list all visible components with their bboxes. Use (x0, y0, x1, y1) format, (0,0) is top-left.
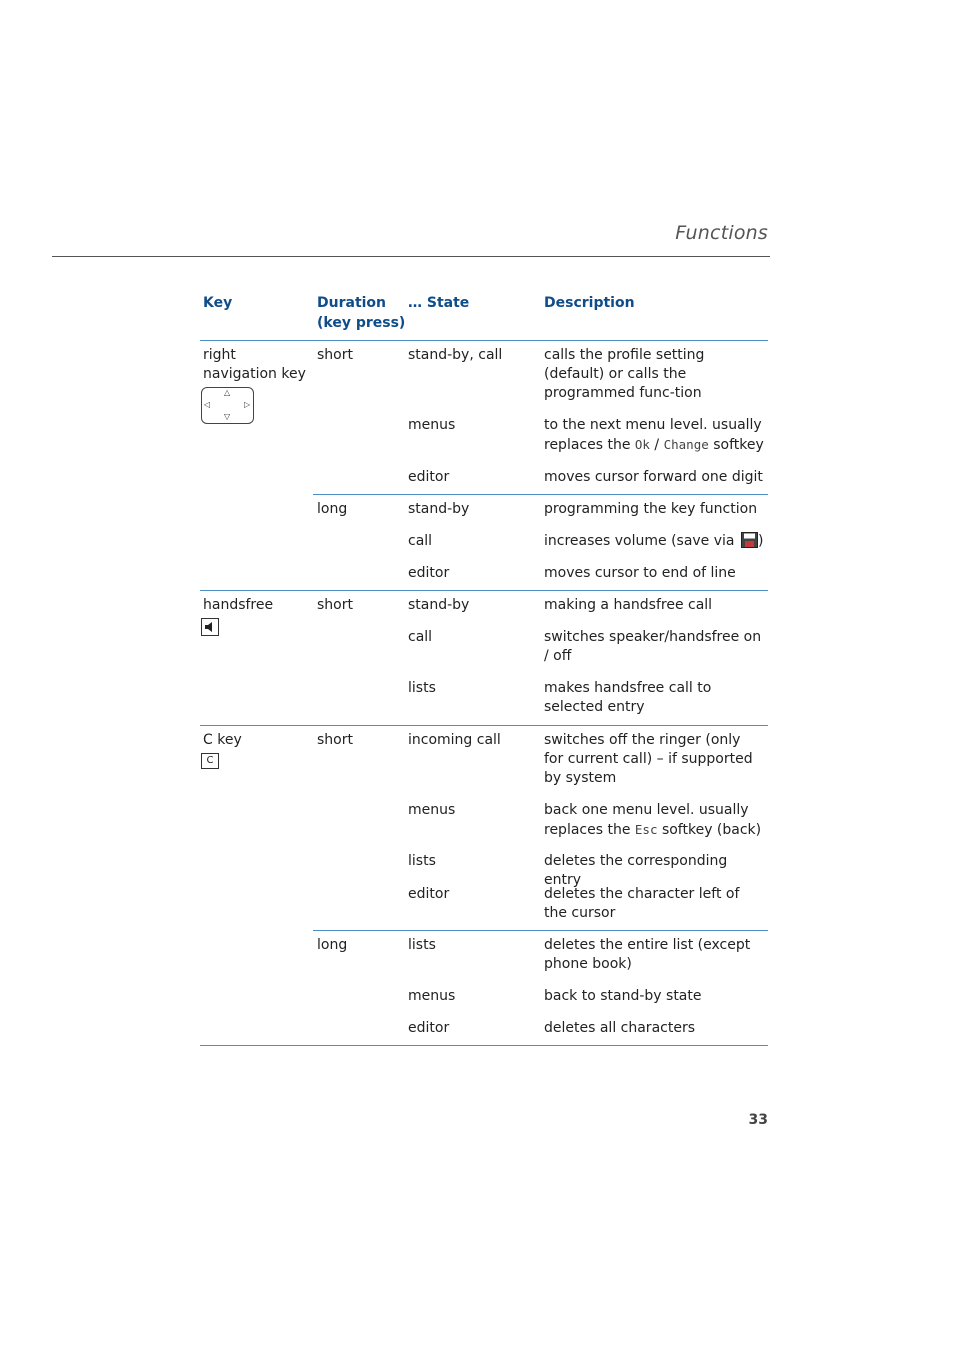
state-cell: stand-by (408, 597, 470, 613)
header-divider (200, 340, 768, 341)
change-softkey-label: Change (663, 437, 709, 452)
page-number: 33 (748, 1112, 768, 1128)
table-bottom-rule (200, 1045, 768, 1046)
navigation-key-icon: △ ▽ ◁ ▷ (201, 387, 254, 424)
column-header-duration-line1: Duration (317, 295, 387, 311)
description-cell: making a handsfree call (544, 597, 713, 613)
duration-short: short (317, 732, 353, 748)
row-divider (313, 494, 768, 495)
key-label-navigation: right navigation key (203, 347, 306, 382)
description-cell: deletes the corresponding entry (544, 853, 728, 888)
slash-separator: / (654, 437, 660, 453)
description-cell: switches speaker/handsfree on / off (544, 629, 762, 664)
state-cell: lists (408, 680, 436, 696)
c-key-icon: C (201, 753, 219, 769)
esc-softkey-label: Esc (634, 822, 658, 837)
description-cell: makes handsfree call to selected entry (544, 680, 712, 715)
column-header-duration (317, 293, 405, 333)
column-header-state: … State (408, 295, 470, 311)
description-cell: moves cursor to end of line (544, 565, 736, 581)
description-text: ) (757, 533, 764, 549)
description-cell: deletes all characters (544, 1020, 695, 1036)
key-label-handsfree: handsfree (203, 597, 274, 613)
duration-short: short (317, 347, 353, 363)
duration-short: short (317, 597, 353, 613)
header-rule (52, 256, 770, 257)
description-cell: deletes the character left of the cursor (544, 886, 740, 921)
description-cell: switches off the ringer (only for current call) – if supported by system (544, 732, 753, 786)
column-header-description: Description (544, 295, 635, 311)
description-cell (544, 532, 768, 554)
column-header-key: Key (203, 295, 233, 311)
state-cell: menus (408, 988, 456, 1004)
description-cell: calls the profile setting (default) or calls the programmed func-tion (544, 347, 705, 401)
group-divider (200, 725, 768, 726)
state-cell: menus (408, 802, 456, 818)
state-cell: editor (408, 469, 450, 485)
section-title: Functions (675, 222, 768, 244)
description-text: softkey (back) (661, 822, 762, 838)
group-divider (200, 590, 768, 591)
column-header-duration-line2: (key press) (317, 315, 406, 331)
save-icon (741, 532, 758, 554)
duration-long: long (317, 501, 348, 517)
state-cell: incoming call (408, 732, 501, 748)
state-cell: call (408, 533, 433, 549)
description-cell (544, 416, 768, 455)
description-cell: back to stand-by state (544, 988, 702, 1004)
state-cell: menus (408, 417, 456, 433)
description-text: to the next menu level. usually replaces the (544, 417, 762, 453)
key-label-c-key: C key (203, 732, 242, 748)
description-cell: moves cursor forward one digit (544, 469, 763, 485)
state-cell: editor (408, 565, 450, 581)
speaker-icon (201, 618, 219, 636)
description-text: increases volume (save via (544, 533, 735, 549)
state-cell: call (408, 629, 433, 645)
description-cell (544, 801, 764, 840)
description-text: softkey (713, 437, 764, 453)
state-cell: lists (408, 937, 436, 953)
state-cell: stand-by, call (408, 347, 503, 363)
row-divider (313, 930, 768, 931)
description-text: back one menu level. usually replaces the (544, 802, 749, 838)
description-cell: programming the key function (544, 501, 758, 517)
duration-long: long (317, 937, 348, 953)
state-cell: editor (408, 886, 450, 902)
state-cell: editor (408, 1020, 450, 1036)
description-cell: deletes the entire list (except phone book) (544, 937, 751, 972)
state-cell: lists (408, 853, 436, 869)
ok-softkey-label: Ok (634, 437, 650, 452)
state-cell: stand-by (408, 501, 470, 517)
